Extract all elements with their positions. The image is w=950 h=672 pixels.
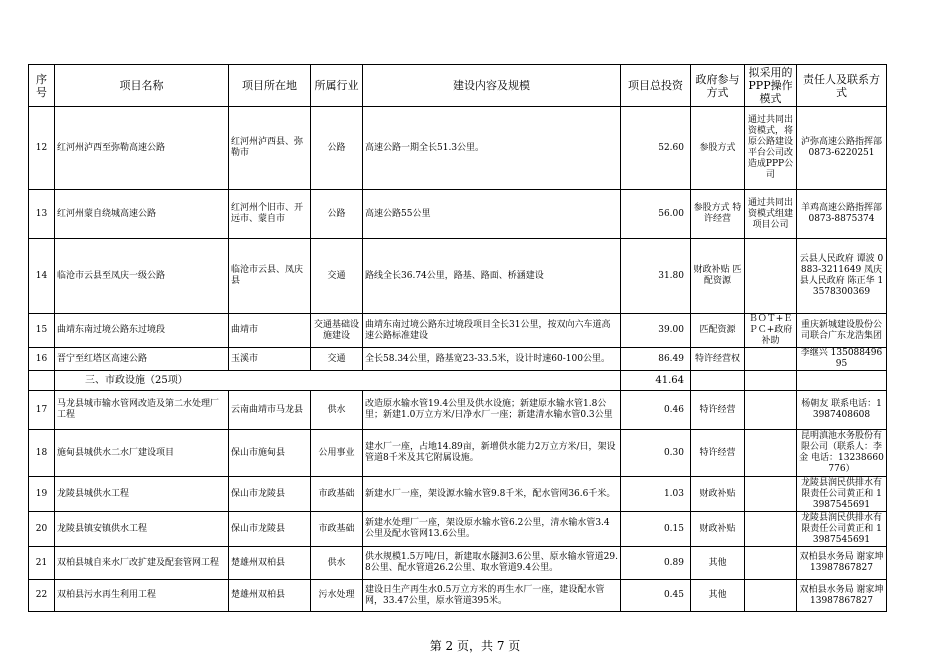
- project-name: 施甸县城供水二水厂建设项目: [55, 430, 229, 477]
- project-industry: 交通: [311, 348, 363, 371]
- project-location: 玉溪市: [229, 348, 311, 371]
- header-cell: 项目所在地: [229, 65, 311, 107]
- table-row: [29, 391, 887, 430]
- contact: 重庆新城建设股份公司联合广东龙浩集团: [797, 314, 887, 348]
- project-industry: 供水: [311, 391, 363, 430]
- row-number: 20: [29, 512, 55, 547]
- project-location: 云南曲靖市马龙县: [229, 391, 311, 430]
- gov-participation: 特许经营权: [691, 348, 745, 371]
- header-cell: 责任人及联系方式: [797, 65, 887, 107]
- row-number: 22: [29, 580, 55, 612]
- header-cell: 项目总投资: [621, 65, 691, 107]
- gov-participation: 其他: [691, 580, 745, 612]
- project-content: 全长58.34公里，路基宽23-33.5米，设计时速60-100公里。: [363, 348, 621, 371]
- gov-participation: 财政补贴: [691, 512, 745, 547]
- project-location: 红河州个旧市、开远市、蒙自市: [229, 190, 311, 239]
- contact: 李继兴 13508849695: [797, 348, 887, 371]
- project-investment: 0.45: [621, 580, 691, 612]
- contact: 云县人民政府 谭波 0883-3211649 凤庆县人民政府 陈正华 13578300369: [797, 239, 887, 314]
- row-number: 17: [29, 391, 55, 430]
- project-location: 红河州泸西县、弥勒市: [229, 107, 311, 190]
- project-content: 高速公路一期全长51.3公里。: [363, 107, 621, 190]
- section-blank: [797, 371, 887, 391]
- table-row: [29, 430, 887, 477]
- row-number: 19: [29, 477, 55, 512]
- ppp-mode: [745, 512, 797, 547]
- ppp-mode: [745, 580, 797, 612]
- contact: 双柏县水务局 谢家坤 13987867827: [797, 547, 887, 580]
- project-investment: 0.30: [621, 430, 691, 477]
- project-investment: 86.49: [621, 348, 691, 371]
- project-location: 保山市施甸县: [229, 430, 311, 477]
- project-name: 龙陵县镇安镇供水工程: [55, 512, 229, 547]
- table-row: [29, 547, 887, 580]
- project-location: 楚雄州双柏县: [229, 547, 311, 580]
- project-investment: 1.03: [621, 477, 691, 512]
- row-number: 14: [29, 239, 55, 314]
- project-location: 曲靖市: [229, 314, 311, 348]
- project-location: 临沧市云县、凤庆县: [229, 239, 311, 314]
- contact: 龙陵县润民供排水有限责任公司黄正和 13987545691: [797, 512, 887, 547]
- row-number: 21: [29, 547, 55, 580]
- project-name: 曲靖东南过境公路东过境段: [55, 314, 229, 348]
- row-number: 16: [29, 348, 55, 371]
- contact: 泸弥高速公路指挥部0873-6220251: [797, 107, 887, 190]
- project-content: 路线全长36.74公里，路基、路面、桥涵建设: [363, 239, 621, 314]
- header-cell: 拟采用的PPP操作模式: [745, 65, 797, 107]
- table-row: [29, 348, 887, 371]
- section-title: 三、市政设施（25项）: [55, 371, 621, 391]
- ppp-mode: [745, 348, 797, 371]
- header-cell: 项目名称: [55, 65, 229, 107]
- section-blank: [29, 371, 55, 391]
- project-name: 临沧市云县至凤庆一级公路: [55, 239, 229, 314]
- gov-participation: 财政补贴: [691, 477, 745, 512]
- row-number: 13: [29, 190, 55, 239]
- gov-participation: 特许经营: [691, 430, 745, 477]
- project-industry: 公路: [311, 190, 363, 239]
- ppp-mode: [745, 391, 797, 430]
- gov-participation: 其他: [691, 547, 745, 580]
- project-content: 高速公路55公里: [363, 190, 621, 239]
- project-investment: 0.89: [621, 547, 691, 580]
- ppp-mode: 通过共同出资模式组建项目公司: [745, 190, 797, 239]
- project-content: 供水规模1.5万吨/日，新建取水隧洞3.6公里、原水输水管道29.8公里、配水管道26.2公里、取水管道9.4公里。: [363, 547, 621, 580]
- project-investment: 31.80: [621, 239, 691, 314]
- table-row: [29, 580, 887, 612]
- project-industry: 供水: [311, 547, 363, 580]
- project-industry: 交通: [311, 239, 363, 314]
- section-row: [29, 371, 887, 391]
- project-industry: 市政基础: [311, 477, 363, 512]
- section-blank: [745, 371, 797, 391]
- contact: 昆明滇池水务股份有限公司（联系人：李金 电话：13238660776）: [797, 430, 887, 477]
- project-investment: 56.00: [621, 190, 691, 239]
- header-cell: 所属行业: [311, 65, 363, 107]
- contact: 杨朝友 联系电话：13987408608: [797, 391, 887, 430]
- ppp-mode: [745, 430, 797, 477]
- table-row: [29, 512, 887, 547]
- project-name: 晋宁至红塔区高速公路: [55, 348, 229, 371]
- project-investment: 39.00: [621, 314, 691, 348]
- project-content: 建设日生产再生水0.5万立方米的再生水厂一座，建设配水管网，33.47公里，原水管道395米。: [363, 580, 621, 612]
- project-industry: 公用事业: [311, 430, 363, 477]
- row-number: 18: [29, 430, 55, 477]
- project-name: 红河州泸西至弥勒高速公路: [55, 107, 229, 190]
- project-content: 改造原水输水管19.4公里及供水设施；新建原水输水管1.8公里；新建1.0万立方米/日净水厂一座；新建清水输水管0.3公里: [363, 391, 621, 430]
- header-row: [29, 65, 887, 107]
- header-cell: 建设内容及规模: [363, 65, 621, 107]
- table-row: [29, 314, 887, 348]
- contact: 双柏县水务局 谢家坤 13987867827: [797, 580, 887, 612]
- project-location: 保山市龙陵县: [229, 477, 311, 512]
- table-row: [29, 107, 887, 190]
- project-content: 建水厂一座，占地14.89亩，新增供水能力2万立方米/日，架设管道8千米及其它附属设施。: [363, 430, 621, 477]
- ppp-mode: [745, 547, 797, 580]
- project-name: 马龙县城市输水管网改造及第二水处理厂工程: [55, 391, 229, 430]
- project-content: 新建水处理厂一座，架设原水输水管6.2公里，清水输水管3.4公里及配水管网13.6公里。: [363, 512, 621, 547]
- gov-participation: 匹配资源: [691, 314, 745, 348]
- ppp-mode: [745, 477, 797, 512]
- gov-participation: 财政补贴 匹配资源: [691, 239, 745, 314]
- project-investment: 0.46: [621, 391, 691, 430]
- row-number: 12: [29, 107, 55, 190]
- project-industry: 市政基础: [311, 512, 363, 547]
- gov-participation: 参股方式 特许经营: [691, 190, 745, 239]
- project-investment: 52.60: [621, 107, 691, 190]
- page-footer: 第 2 页，共 7 页: [429, 639, 521, 653]
- ppp-mode: 通过共同出资模式，将原公路建设平台公司改造成PPP公司: [745, 107, 797, 190]
- project-investment: 0.15: [621, 512, 691, 547]
- project-name: 双柏县城自来水厂改扩建及配套管网工程: [55, 547, 229, 580]
- project-name: 双柏县污水再生利用工程: [55, 580, 229, 612]
- table-row: [29, 477, 887, 512]
- section-blank: [691, 371, 745, 391]
- table-row: [29, 239, 887, 314]
- header-cell: 序号: [29, 65, 55, 107]
- ppp-mode: [745, 239, 797, 314]
- row-number: 15: [29, 314, 55, 348]
- project-content: 曲靖东南过境公路东过境段项目全长31公里，按双向六车道高速公路标准建设: [363, 314, 621, 348]
- project-name: 龙陵县城供水工程: [55, 477, 229, 512]
- project-table: [28, 64, 887, 612]
- table-row: [29, 190, 887, 239]
- project-location: 保山市龙陵县: [229, 512, 311, 547]
- project-industry: 交通基础设施建设: [311, 314, 363, 348]
- contact: 龙陵县润民供排水有限责任公司黄正和 13987545691: [797, 477, 887, 512]
- project-industry: 公路: [311, 107, 363, 190]
- gov-participation: 参股方式: [691, 107, 745, 190]
- contact: 羊鸡高速公路指挥部0873-8875374: [797, 190, 887, 239]
- project-industry: 污水处理: [311, 580, 363, 612]
- gov-participation: 特许经营: [691, 391, 745, 430]
- project-location: 楚雄州双柏县: [229, 580, 311, 612]
- project-content: 新建水厂一座，架设源水输水管9.8千米，配水管网36.6千米。: [363, 477, 621, 512]
- ppp-mode: ＢＯＴ+ＥＰＣ+政府补助: [745, 314, 797, 348]
- header-cell: 政府参与方式: [691, 65, 745, 107]
- project-name: 红河州蒙自绕城高速公路: [55, 190, 229, 239]
- section-total: 41.64: [621, 371, 691, 391]
